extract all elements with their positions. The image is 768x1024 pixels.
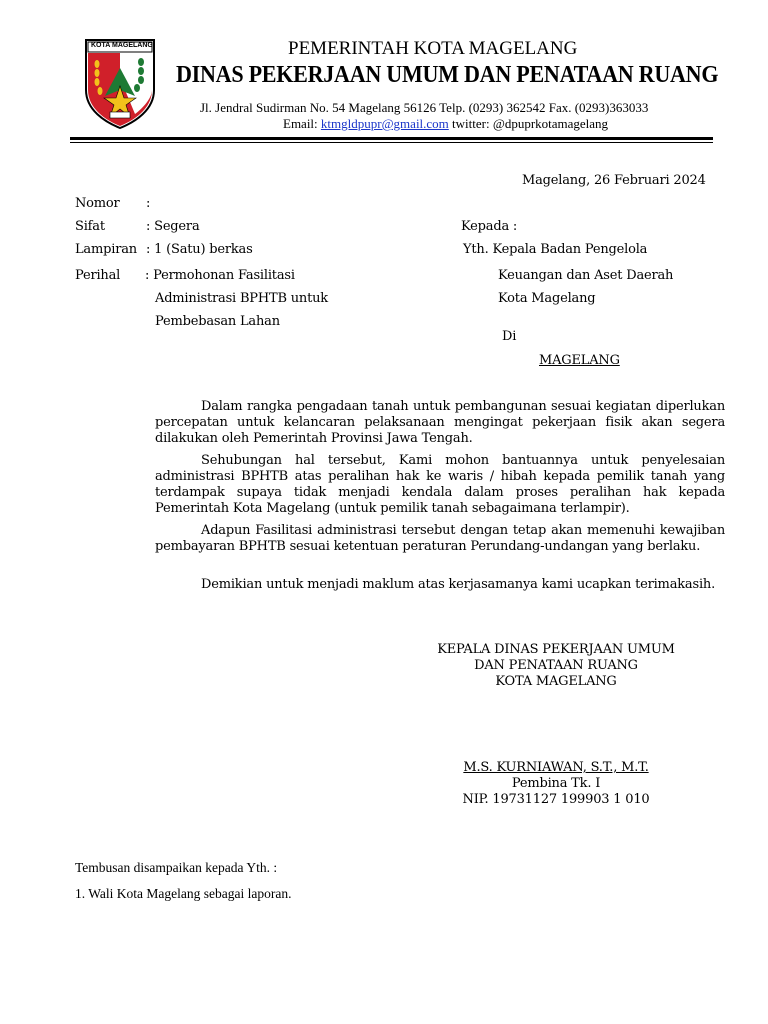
email-link[interactable]: ktmgldpupr@gmail.com: [320, 116, 449, 131]
body-paragraph-2: Sehubungan hal tersebut, Kami mohon bantuannya untuk penyelesaian administrasi BPHTB atas peralihan hak ke waris / hibah kepada pemilik tanah yang terdampak supaya tidak menjadi kendala dalam proses peralihan hak kepada Pemerintah Kota Magelang (untuk pemilik tanah sebagaimana terlampir).: [155, 453, 725, 516]
recipient-line-3: Kota Magelang: [498, 291, 596, 306]
body-paragraph-4: Demikian untuk menjadi maklum atas kerjasamanya kami ucapkan terimakasih.: [201, 577, 716, 592]
city-emblem-logo: [83, 38, 157, 130]
cc-header: Tembusan disampaikan kepada Yth. :: [75, 860, 278, 875]
contact-line: [283, 116, 608, 132]
perihal-line-2: Administrasi BPHTB untuk: [155, 291, 328, 306]
signatory-title-3: KOTA MAGELANG: [495, 674, 617, 689]
twitter-handle: twitter: @dpuprkotamagelang: [452, 116, 609, 131]
recipient-city: MAGELANG: [539, 353, 620, 368]
sifat-label: Sifat: [75, 219, 105, 234]
email-label: Email:: [283, 116, 318, 131]
signatory-name: M.S. KURNIAWAN, S.T., M.T.: [463, 760, 649, 775]
signatory-title-2: DAN PENATAAN RUANG: [474, 658, 638, 673]
lampiran-label: Lampiran: [75, 242, 137, 257]
signatory-title-1: KEPALA DINAS PEKERJAAN UMUM: [437, 642, 675, 657]
letterhead-thin-rule: [70, 142, 713, 143]
department-name: DINAS PEKERJAAN UMUM DAN PENATAAN RUANG: [176, 62, 719, 88]
recipient-di: Di: [502, 329, 517, 344]
sifat-value: : Segera: [146, 219, 200, 234]
letter-date: Magelang, 26 Februari 2024: [522, 173, 706, 188]
perihal-line-1: : Permohonan Fasilitasi: [145, 268, 295, 283]
nomor-value: :: [146, 196, 151, 211]
cc-item-1: 1. Wali Kota Magelang sebagai laporan.: [75, 886, 292, 901]
kepada-label: Kepada :: [461, 219, 518, 234]
recipient-line-2: Keuangan dan Aset Daerah: [498, 268, 674, 283]
letterhead-thick-rule: [70, 137, 713, 140]
nomor-label: Nomor: [75, 196, 120, 211]
body-paragraph-3: Adapun Fasilitasi administrasi tersebut dengan tetap akan memenuhi kewajiban pembayaran BPHTB sesuai ketentuan peraturan Perundang-undangan yang berlaku.: [155, 523, 725, 554]
logo-caption: KOTA MAGELANG: [91, 42, 153, 49]
government-name: PEMERINTAH KOTA MAGELANG: [288, 38, 578, 59]
signatory-rank: Pembina Tk. I: [511, 776, 601, 791]
office-address: Jl. Jendral Sudirman No. 54 Magelang 56126 Telp. (0293) 362542 Fax. (0293)363033: [200, 100, 649, 115]
body-paragraph-1: Dalam rangka pengadaan tanah untuk pembangunan sesuai kegiatan diperlukan percepatan untuk kelancaran pelaksanaan mengingat pekerjaan fisik akan segera dilakukan oleh Pemerintah Provinsi Jawa Tengah.: [155, 399, 725, 446]
signatory-nip: NIP. 19731127 199903 1 010: [462, 792, 650, 807]
recipient-line-1: Yth. Kepala Badan Pengelola: [463, 242, 648, 257]
perihal-label: Perihal: [75, 268, 121, 283]
lampiran-value: : 1 (Satu) berkas: [146, 242, 253, 257]
perihal-line-3: Pembebasan Lahan: [155, 314, 280, 329]
